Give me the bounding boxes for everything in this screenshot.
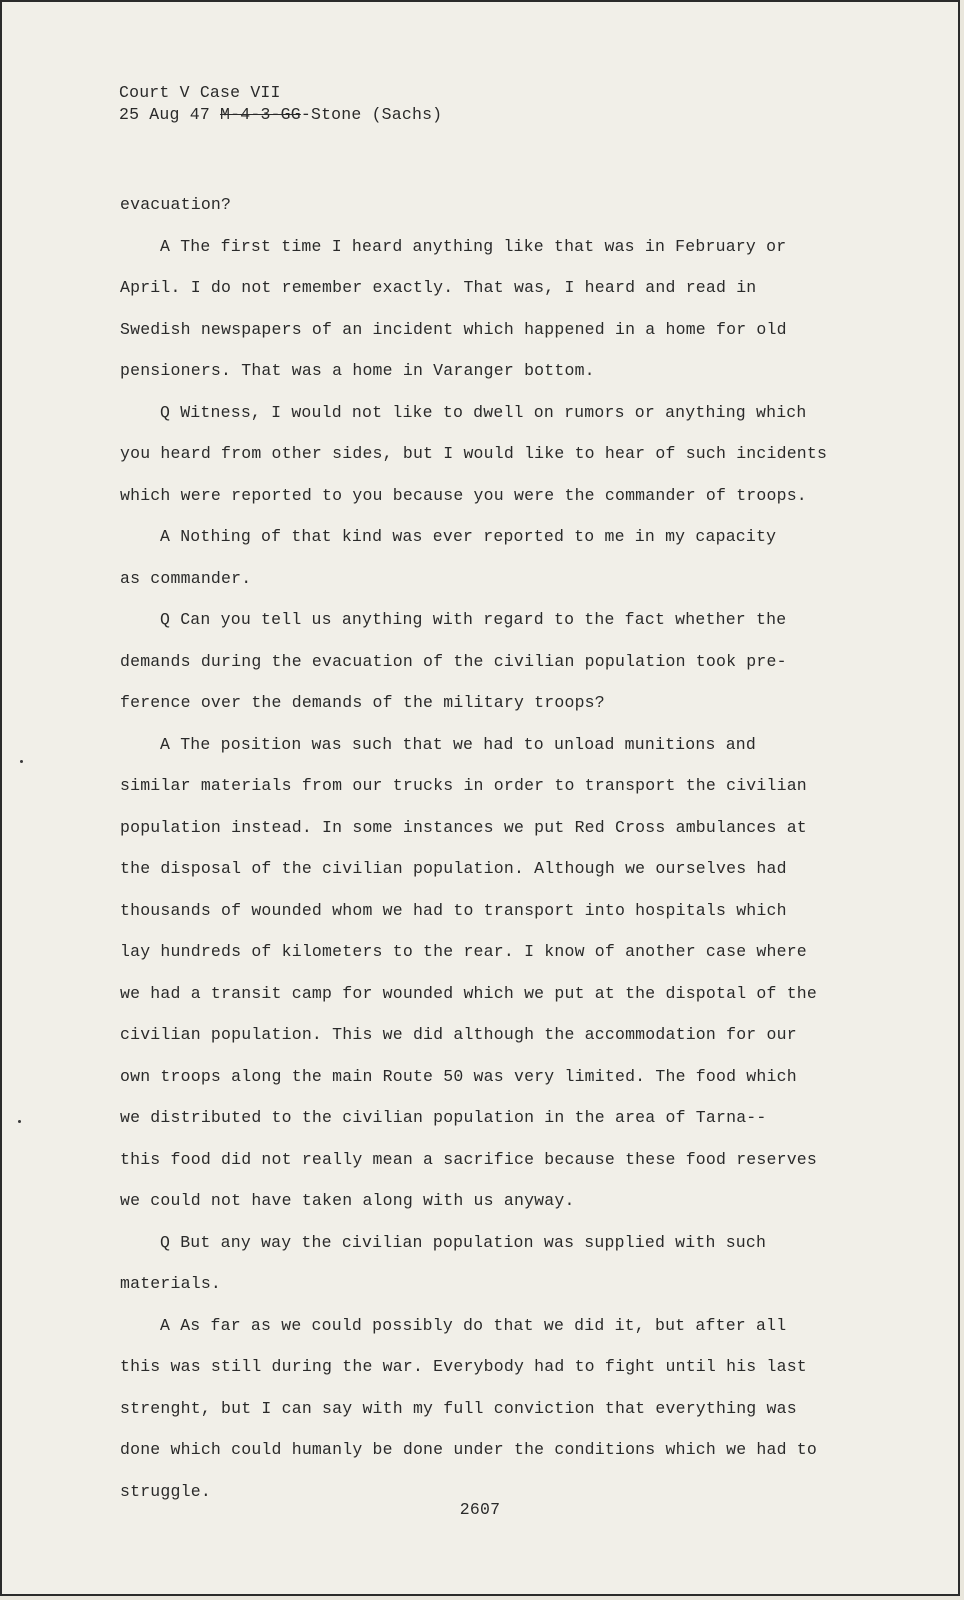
transcript-line: A As far as we could possibly do that we did it, but after all [160, 1315, 787, 1335]
transcript-line: population instead. In some instances we put Red Cross ambulances at [120, 817, 807, 837]
session-date: 25 Aug 47 [119, 105, 221, 124]
transcript-line: Q But any way the civilian population was supplied with such [160, 1232, 767, 1252]
transcript-line: ference over the demands of the military troops? [120, 693, 605, 712]
transcript-line: we had a transit camp for wounded which we put at the dispotal of the [120, 983, 818, 1003]
transcript-line: civilian population. This we did although the accommodation for our [120, 1025, 797, 1044]
transcript-line: struggle. [120, 1481, 211, 1501]
transcript-line: we could not have taken along with us anyway. [120, 1191, 575, 1210]
transcript-line: you heard from other sides, but I would like to hear of such incidents [120, 444, 828, 463]
reporter-names: -Stone (Sachs) [300, 105, 443, 124]
transcript-line: evacuation? [120, 195, 232, 214]
page-number: 2607 [459, 1500, 501, 1519]
transcript-line: which were reported to you because you were the commander of troops. [120, 485, 807, 505]
document-header [119, 82, 442, 126]
transcript-line: own troops along the main Route 50 was very limited. The food which [120, 1066, 797, 1086]
date-session-line [119, 104, 442, 126]
transcript-line: April. I do not remember exactly. That was, I heard and read in [120, 278, 757, 297]
transcript-line: Swedish newspapers of an incident which happened in a home for old [120, 319, 787, 339]
court-case-line: Court V Case VII [119, 83, 281, 102]
transcript-line: A The first time I heard anything like that was in February or [160, 236, 787, 256]
paper-speck [20, 760, 23, 763]
transcript-line: done which could humanly be done under the conditions which we had to [120, 1440, 818, 1459]
transcript-line: materials. [120, 1274, 222, 1293]
struck-session-code: M-4-3-GG [220, 105, 301, 124]
transcript-line: demands during the evacuation of the civilian population took pre- [120, 651, 787, 671]
transcript-line: as commander. [120, 568, 252, 588]
transcript-body [120, 184, 840, 1512]
transcript-line: A The position was such that we had to unload munitions and [160, 734, 756, 754]
transcript-line: A Nothing of that kind was ever reported to me in my capacity [160, 527, 777, 546]
transcript-line: Q Witness, I would not like to dwell on rumors or anything which [160, 402, 807, 422]
transcript-line: this food did not really mean a sacrifice because these food reserves [120, 1149, 818, 1169]
transcript-line: pensioners. That was a home in Varanger bottom. [120, 361, 595, 380]
transcript-line: we distributed to the civilian population in the area of Tarna-- [120, 1108, 767, 1127]
paper-speck [18, 1120, 21, 1123]
transcript-line: Q Can you tell us anything with regard to the fact whether the [160, 610, 787, 629]
transcript-line: lay hundreds of kilometers to the rear. I know of another case where [120, 942, 807, 961]
transcript-line: this was still during the war. Everybody had to fight until his last [120, 1357, 807, 1376]
transcript-line: similar materials from our trucks in order to transport the civilian [120, 776, 807, 795]
transcript-line: strenght, but I can say with my full conviction that everything was [120, 1398, 797, 1418]
transcript-line: thousands of wounded whom we had to transport into hospitals which [120, 900, 787, 920]
transcript-line: the disposal of the civilian population. Although we ourselves had [120, 859, 787, 878]
